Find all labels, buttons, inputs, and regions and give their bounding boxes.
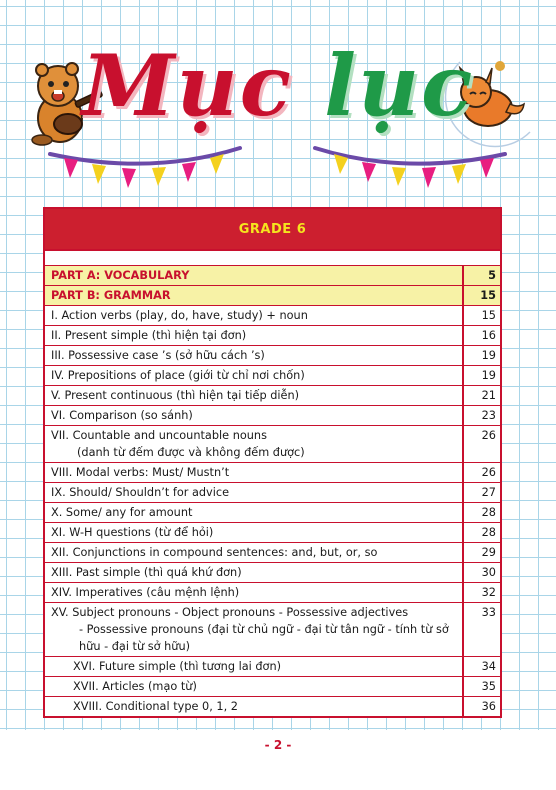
toc-entry-title xyxy=(45,463,464,482)
toc-page-number: 36 xyxy=(481,700,496,713)
table-of-contents xyxy=(43,207,502,718)
toc-rows xyxy=(45,266,500,716)
toc-page-number: 32 xyxy=(481,586,496,599)
toc-entry-title xyxy=(45,406,464,425)
toc-row[interactable] xyxy=(45,366,500,386)
toc-page-number: 35 xyxy=(481,680,496,693)
toc-entry-title xyxy=(45,543,464,562)
toc-entry-title xyxy=(45,483,464,502)
toc-entry-text: III. Possessive case ’s (sở hữu cách ’s) xyxy=(51,349,265,362)
toc-entry-text: XIV. Imperatives (câu mệnh lệnh) xyxy=(51,586,240,599)
spacer-row xyxy=(45,251,500,266)
toc-page-number: 27 xyxy=(481,486,496,499)
toc-row[interactable] xyxy=(45,346,500,366)
toc-entry-title xyxy=(45,326,464,345)
toc-page-number: 23 xyxy=(481,409,496,422)
grade-header: GRADE 6 xyxy=(45,209,500,251)
toc-page-number: 16 xyxy=(481,329,496,342)
toc-entry-title xyxy=(45,366,464,385)
toc-page-number: 29 xyxy=(481,546,496,559)
toc-entry-text: XV. Subject pronouns - Object pronouns - Possessive adjectives xyxy=(51,606,409,619)
title-word-luc: lục xyxy=(324,36,475,135)
toc-row[interactable] xyxy=(45,503,500,523)
toc-page-number: 26 xyxy=(481,429,496,442)
toc-entry-title xyxy=(45,677,464,696)
toc-entry-text: PART B: GRAMMAR xyxy=(51,289,171,302)
toc-row[interactable] xyxy=(45,406,500,426)
toc-row[interactable] xyxy=(45,603,500,657)
toc-entry-text: PART A: VOCABULARY xyxy=(51,269,190,282)
page-title xyxy=(0,36,556,136)
toc-entry-continuation: (danh từ đếm được và không đếm được) xyxy=(77,446,305,459)
toc-entry-text: VII. Countable and uncountable nouns xyxy=(51,429,267,442)
toc-entry-title xyxy=(45,657,464,676)
toc-entry-text: IV. Prepositions of place (giới từ chỉ nơi chốn) xyxy=(51,369,305,382)
toc-entry-text: II. Present simple (thì hiện tại đơn) xyxy=(51,329,247,342)
toc-entry-title xyxy=(45,583,464,602)
toc-row[interactable] xyxy=(45,326,500,346)
toc-entry-title xyxy=(45,603,464,656)
title-word-muc: Mục xyxy=(81,36,293,135)
toc-entry-title xyxy=(45,386,464,405)
toc-entry-text: XVI. Future simple (thì tương lai đơn) xyxy=(73,660,282,673)
toc-entry-text: XII. Conjunctions in compound sentences: and, but, or, so xyxy=(51,546,378,559)
toc-page-number: 19 xyxy=(481,349,496,362)
toc-entry-text: XVIII. Conditional type 0, 1, 2 xyxy=(73,700,238,713)
toc-entry-text: VI. Comparison (so sánh) xyxy=(51,409,193,422)
toc-entry-title xyxy=(45,563,464,582)
toc-entry-text: V. Present continuous (thì hiện tại tiếp diễn) xyxy=(51,389,300,402)
toc-page-number: 28 xyxy=(481,526,496,539)
toc-page-number: 21 xyxy=(481,389,496,402)
toc-entry-title xyxy=(45,426,464,462)
toc-row[interactable] xyxy=(45,657,500,677)
toc-page-number: 34 xyxy=(481,660,496,673)
toc-page-number: 30 xyxy=(481,566,496,579)
toc-entry-title xyxy=(45,306,464,325)
toc-entry-title xyxy=(45,286,464,305)
toc-entry-text: X. Some/ any for amount xyxy=(51,506,193,519)
toc-part-row[interactable] xyxy=(45,286,500,306)
toc-row[interactable] xyxy=(45,463,500,483)
toc-entry-title xyxy=(45,697,464,716)
toc-page-number: 33 xyxy=(481,606,496,619)
toc-page-number: 5 xyxy=(464,266,500,285)
toc-entry-title xyxy=(45,523,464,542)
toc-page-number: 15 xyxy=(464,286,500,305)
toc-row[interactable] xyxy=(45,543,500,563)
toc-entry-title xyxy=(45,503,464,522)
toc-row[interactable] xyxy=(45,563,500,583)
toc-row[interactable] xyxy=(45,677,500,697)
toc-entry-continuation: - Possessive pronouns (đại từ chủ ngữ - đại từ tân ngữ - tính từ sở hữu - đại từ sở hữu) xyxy=(79,623,449,653)
toc-entry-title xyxy=(45,346,464,365)
toc-row[interactable] xyxy=(45,523,500,543)
toc-row[interactable] xyxy=(45,386,500,406)
bunting-garland xyxy=(0,140,556,200)
toc-entry-text: IX. Should/ Shouldn’t for advice xyxy=(51,486,230,499)
toc-entry-text: I. Action verbs (play, do, have, study) + noun xyxy=(51,309,308,322)
toc-page-number: 28 xyxy=(481,506,496,519)
toc-part-row[interactable] xyxy=(45,266,500,286)
toc-entry-title xyxy=(45,266,464,285)
toc-row[interactable] xyxy=(45,426,500,463)
toc-entry-text: XVII. Articles (mạo từ) xyxy=(73,680,197,693)
toc-row[interactable] xyxy=(45,306,500,326)
toc-row[interactable] xyxy=(45,583,500,603)
toc-page-number: 19 xyxy=(481,369,496,382)
toc-page-number: 26 xyxy=(481,466,496,479)
toc-page-number: 15 xyxy=(481,309,496,322)
toc-entry-text: XIII. Past simple (thì quá khứ đơn) xyxy=(51,566,242,579)
toc-entry-text: XI. W-H questions (từ để hỏi) xyxy=(51,526,214,539)
toc-row[interactable] xyxy=(45,483,500,503)
toc-row[interactable] xyxy=(45,697,500,716)
page-number: - 2 - xyxy=(264,738,292,752)
toc-entry-text: VIII. Modal verbs: Must/ Mustn’t xyxy=(51,466,230,479)
